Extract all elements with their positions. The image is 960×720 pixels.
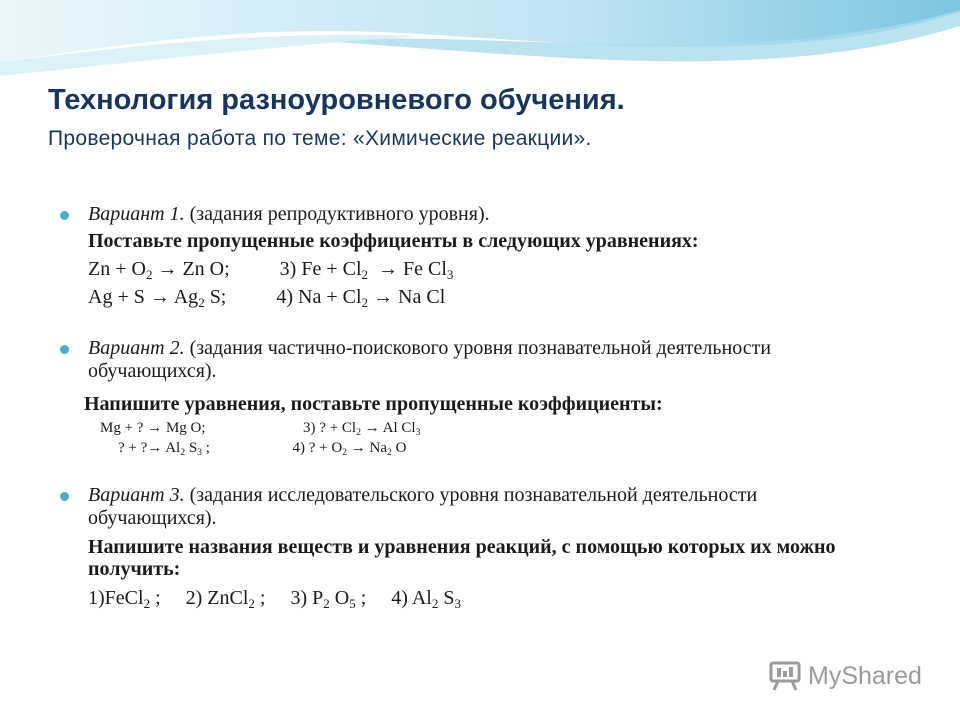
equation-2: $Ag + S \to Ag_2$ S; xyxy=(88,286,227,310)
slide-content xyxy=(60,203,920,612)
equation-4: 4) $Na + Cl_2 \to Na$ Cl xyxy=(276,286,446,310)
equation-3: 3) $Fe + Cl_2 \to Fe$ $Cl_3$ xyxy=(279,258,454,282)
variant-1-label: Вариант 1. xyxy=(88,203,185,225)
equation-1: $Zn + O_2 \to Zn$ O; xyxy=(88,258,230,282)
equation-4: 4) ? + $O_2 \to Na_2$ O xyxy=(292,440,407,458)
variant-1 xyxy=(60,203,920,311)
variant-3-label: Вариант 3. xyxy=(88,484,185,506)
variant-2 xyxy=(60,337,920,458)
myshared-logo xyxy=(768,656,928,696)
variant-1-desc: (задания репродуктивного уровня). xyxy=(184,203,490,225)
variant-2-desc: (задания частично-поискового уровня познавательной деятельности обучающихся). xyxy=(88,337,772,382)
equation-2: ? + ?→ $Al_2$ $S_3$ ; xyxy=(118,440,210,458)
variant-3-task: Напишите названия веществ и уравнения реакций, с помощью которых их можно получить: xyxy=(88,536,836,580)
variant-2-equation-row-2 xyxy=(118,438,920,458)
variant-1-equation-row-2 xyxy=(88,283,920,311)
variant-2-equation-row-1 xyxy=(100,418,920,438)
variant-2-task: Напишите уравнения, поставьте пропущенные коэффициенты: xyxy=(84,393,663,415)
presentation-board-icon xyxy=(768,660,802,692)
variant-3 xyxy=(60,484,920,612)
bullet-icon xyxy=(60,492,69,501)
substance-4: 4) $Al_2$ $S_3$ xyxy=(391,587,461,611)
variant-2-heading xyxy=(88,337,828,383)
bullet-icon xyxy=(60,345,69,354)
variant-3-substances xyxy=(88,584,920,612)
page-subtitle: Проверочная работа по теме: «Химические реакции». xyxy=(48,127,592,150)
substance-3: 3) $P_2$ $O_5$ ; xyxy=(290,587,367,611)
title-block xyxy=(48,84,928,151)
variant-1-task: Поставьте пропущенные коэффициенты в следующих уравнениях: xyxy=(88,230,699,252)
substance-2: 2) ZnCl$_2$ ; xyxy=(185,587,266,611)
page-title: Технология разноуровневого обучения. xyxy=(48,84,625,116)
variant-3-heading xyxy=(88,484,828,530)
logo-text: MyShared xyxy=(808,661,922,690)
substance-1: 1)FeCl$_2$ ; xyxy=(88,587,161,611)
equation-3: 3) ? + $Cl_2 \to Al$ $Cl_3$ xyxy=(303,420,421,438)
variant-2-label: Вариант 2. xyxy=(88,337,185,359)
bullet-icon xyxy=(60,211,69,220)
equation-1: Mg + ? → Mg O; xyxy=(100,420,206,436)
variant-1-heading xyxy=(88,203,920,226)
variant-1-equation-row-1 xyxy=(88,255,920,283)
variant-3-desc: (задания исследовательского уровня познавательной деятельности обучающихся). xyxy=(88,484,758,529)
